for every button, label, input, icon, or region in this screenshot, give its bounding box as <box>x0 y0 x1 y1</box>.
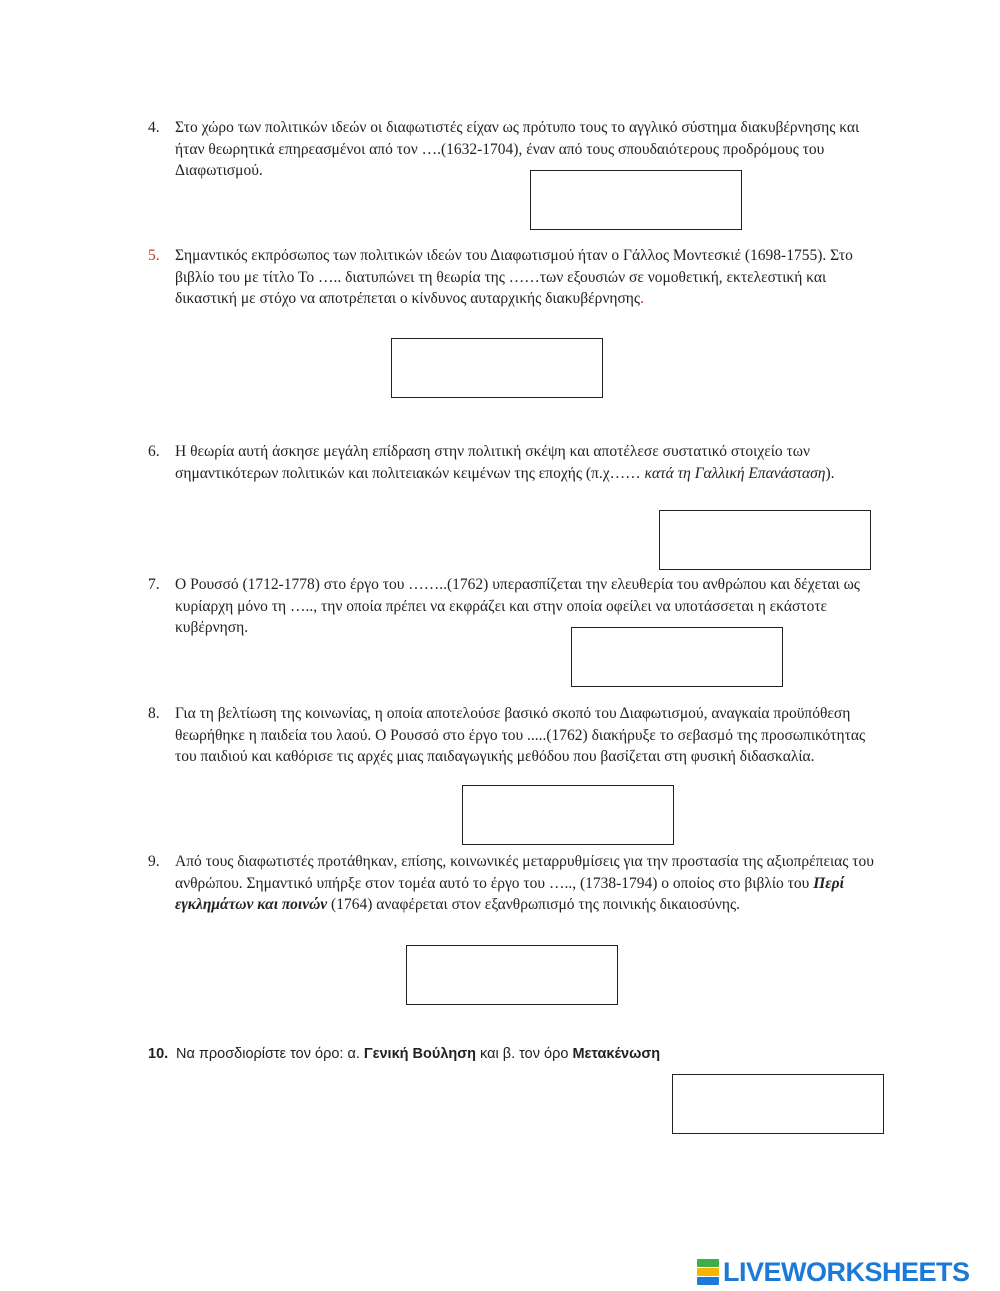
answer-box-5[interactable] <box>391 338 603 398</box>
answer-box-9[interactable] <box>406 945 618 1005</box>
question-number: 7. <box>148 576 160 593</box>
question-number: 8. <box>148 705 160 722</box>
question-number: 10. <box>148 1046 169 1062</box>
logo-bar-yellow <box>697 1268 719 1276</box>
question-number: 9. <box>148 853 160 870</box>
question-number: 4. <box>148 119 160 136</box>
question-number: 5. <box>148 247 160 264</box>
question-text: Σημαντικός εκπρόσωπος των πολιτικών ιδεών του Διαφωτισμού ήταν ο Γάλλος Μοντεσκιέ (1698-1755). Στο βιβλίο του με τίτλο Το ….. διατυπώνει τη θεωρία της ……των εξουσιών σε νομοθετική, εκτελεστική και δικαστική με στόχο να αποτρέπεται ο κίνδυνος αυταρχικής διακυβέρνησης. <box>175 247 853 307</box>
logo-bar-green <box>697 1259 719 1267</box>
liveworksheets-logo <box>697 1258 970 1286</box>
logo-bar-blue <box>697 1277 719 1285</box>
answer-box-6[interactable] <box>659 510 871 570</box>
answer-box-10[interactable] <box>672 1074 884 1134</box>
question-text: Για τη βελτίωση της κοινωνίας, η οποία αποτελούσε βασικό σκοπό του Διαφωτισμού, αναγκαία προϋπόθεση θεωρήθηκε η παιδεία του λαού. Ο Ρουσσό στο έργο του .....(1762) διακήρυξε το σεβασμό της προσωπικότητας του παιδιού και καθόρισε τις αρχές μιας παιδαγωγικής μεθόδου που βασίζεται στη φυσική διδασκαλία. <box>175 705 866 765</box>
logo-mark-icon <box>697 1259 719 1286</box>
question-text: Η θεωρία αυτή άσκησε μεγάλη επίδραση στην πολιτική σκέψη και αποτέλεσε συστατικό στοιχείο των σημαντικότερων πολιτικών και πολιτειακών κειμένων της εποχής (π.χ…… κατά τη Γαλλική Επανάσταση). <box>175 443 835 482</box>
answer-box-7[interactable] <box>571 627 783 687</box>
logo-wordmark: LIVEWORKSHEETS <box>723 1256 970 1287</box>
question-text: Να προσδιορίστε τον όρο: α. Γενική Βούληση και β. τον όρο Μετακένωση <box>176 1046 661 1062</box>
term-general-will: Γενική Βούληση <box>363 1046 477 1062</box>
question-text: Ο Ρουσσό (1712-1778) στο έργο του ……..(1762) υπερασπίζεται την ελευθερία του ανθρώπου και δέχεται ως κυρίαρχη μόνο τη ….., την οποία πρέπει να εκφράζει και στην οποία οφείλει να υποτάσσεται η εκάστοτε κυβέρνηση. <box>175 576 860 636</box>
answer-box-4[interactable] <box>530 170 742 230</box>
question-text: Από τους διαφωτιστές προτάθηκαν, επίσης, κοινωνικές μεταρρυθμίσεις για την προστασία της αξιοπρέπειας του ανθρώπου. Σημαντικό υπήρξε στον τομέα αυτό το έργο του ….., (1738-1794) ο οποίος στο βιβλίο του Περί εγκλημάτων και ποινών (1764) αναφέρεται στον εξανθρωπισμό της ποινικής δικαιοσύνης. <box>175 853 874 913</box>
term-metakenosi: Μετακένωση <box>572 1046 661 1062</box>
question-number: 6. <box>148 443 160 460</box>
question-text: Στο χώρο των πολιτικών ιδεών οι διαφωτιστές είχαν ως πρότυπο τους το αγγλικό σύστημα διακυβέρνησης και ήταν θεωρητικά επηρεασμένοι από τον ….(1632-1704), έναν από τους σπουδαιότερους προδρόμους του Διαφωτισμού. <box>175 119 860 179</box>
answer-box-8[interactable] <box>462 785 674 845</box>
